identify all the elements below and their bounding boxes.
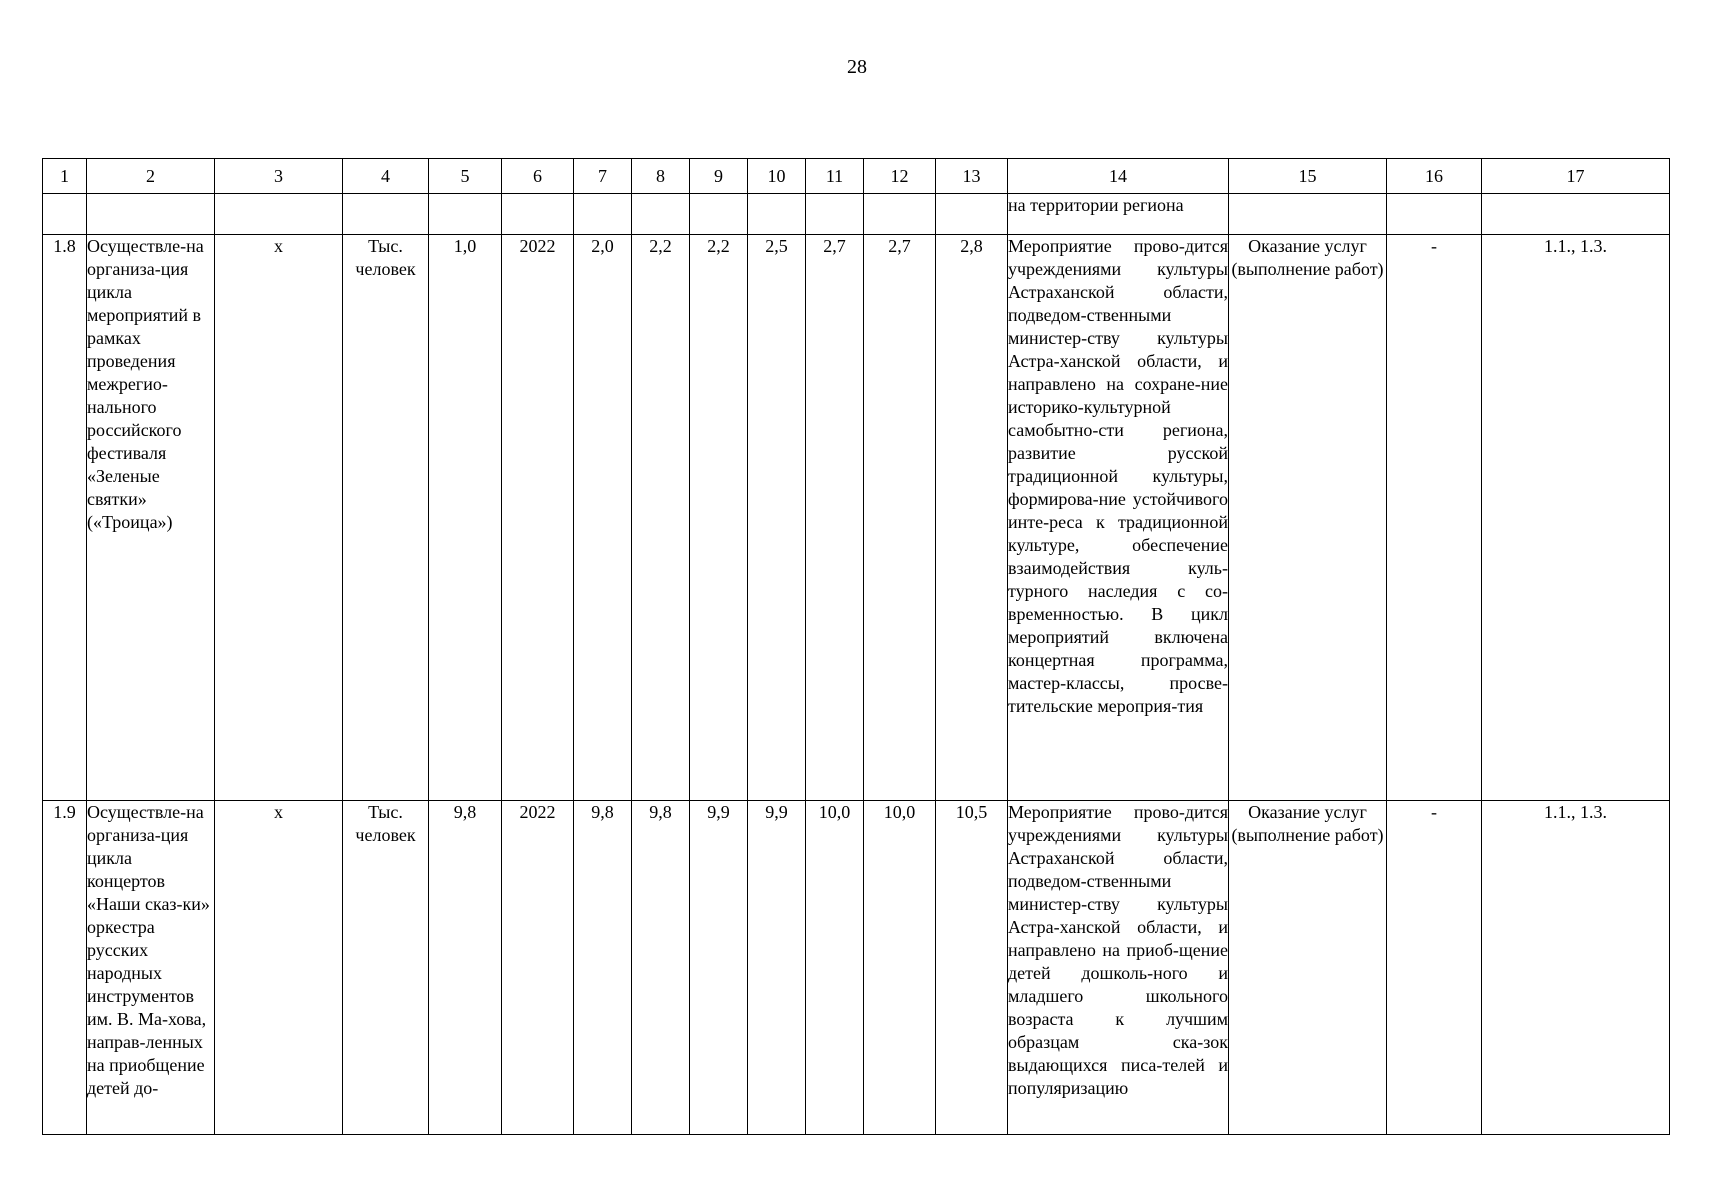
header-row	[43, 159, 1670, 194]
empty-cell	[43, 194, 87, 235]
base-value: 9,8	[429, 801, 502, 1135]
measures-table	[42, 158, 1670, 1135]
column-number: 14	[1008, 159, 1229, 194]
measure-type: Оказание услуг (выполнение работ)	[1229, 235, 1387, 801]
table-row	[43, 801, 1670, 1135]
column-number: 2	[87, 159, 215, 194]
year-value: 2,2	[632, 235, 690, 801]
related-indicators: 1.1., 1.3.	[1482, 235, 1670, 801]
column-number: 3	[215, 159, 343, 194]
year-value: 2,0	[574, 235, 632, 801]
related-indicators: 1.1., 1.3.	[1482, 801, 1670, 1135]
year-value: 9,9	[748, 801, 806, 1135]
column-16-value: -	[1387, 235, 1482, 801]
year-value: 2,7	[864, 235, 936, 801]
empty-cell	[632, 194, 690, 235]
unit: Тыс. человек	[343, 235, 429, 801]
year-value: 9,8	[632, 801, 690, 1135]
empty-cell	[502, 194, 574, 235]
empty-cell	[748, 194, 806, 235]
column-number: 6	[502, 159, 574, 194]
year-value: 2,2	[690, 235, 748, 801]
year-value: 10,0	[864, 801, 936, 1135]
measure-type: Оказание услуг (выполнение работ)	[1229, 801, 1387, 1135]
column-3-value: х	[215, 801, 343, 1135]
page-number: 28	[847, 56, 867, 78]
column-number: 4	[343, 159, 429, 194]
year-value: 10,5	[936, 801, 1008, 1135]
row-number: 1.9	[43, 801, 87, 1135]
year-value: 2,5	[748, 235, 806, 801]
column-16-value: -	[1387, 801, 1482, 1135]
base-value: 1,0	[429, 235, 502, 801]
empty-cell	[343, 194, 429, 235]
column-number: 7	[574, 159, 632, 194]
empty-cell	[215, 194, 343, 235]
year-value: 2,8	[936, 235, 1008, 801]
empty-cell	[87, 194, 215, 235]
base-year: 2022	[502, 801, 574, 1135]
column-number: 5	[429, 159, 502, 194]
measure-description: Мероприятие прово-дится учреждениями культуры Астраханской области, подведом-ственными министер-ству культуры Астра-ханской области, и направлено на приоб-щение детей дошколь-ного и младшего школьного возраста к лучшим образцам ска-зок выдающихся писа-телей и популяризацию	[1008, 801, 1229, 1135]
column-number: 1	[43, 159, 87, 194]
measure-name: Осуществле-на организа-ция цикла концертов «Наши сказ-ки» оркестра русских народных инструментов им. В. Ма-хова, направ-ленных на приобщение детей до-	[87, 801, 215, 1135]
table-row	[43, 235, 1670, 801]
year-value: 9,9	[690, 801, 748, 1135]
empty-cell	[429, 194, 502, 235]
empty-cell	[806, 194, 864, 235]
column-number: 17	[1482, 159, 1670, 194]
column-number: 11	[806, 159, 864, 194]
continuation-row	[43, 194, 1670, 235]
empty-cell	[864, 194, 936, 235]
base-year: 2022	[502, 235, 574, 801]
column-number: 13	[936, 159, 1008, 194]
column-number: 15	[1229, 159, 1387, 194]
empty-cell	[574, 194, 632, 235]
column-number: 9	[690, 159, 748, 194]
measure-description: Мероприятие прово-дится учреждениями культуры Астраханской области, подведом-ственными министер-ству культуры Астра-ханской области, и направлено на сохране-ние историко-культурной самобытно-сти региона, развитие русской традиционной культуры, формирова-ние устойчивого инте-реса к традиционной культуре, обеспечение взаимодействия куль-турного наследия с со-временностью. В цикл мероприятий включена концертная программа, мастер-классы, просве-тительские мероприя-тия	[1008, 235, 1229, 801]
empty-cell	[1482, 194, 1670, 235]
column-3-value: х	[215, 235, 343, 801]
year-value: 2,7	[806, 235, 864, 801]
column-number: 12	[864, 159, 936, 194]
unit: Тыс. человек	[343, 801, 429, 1135]
empty-cell	[690, 194, 748, 235]
empty-cell	[936, 194, 1008, 235]
row-number: 1.8	[43, 235, 87, 801]
continuation-text: на территории региона	[1008, 194, 1229, 235]
column-number: 10	[748, 159, 806, 194]
column-number: 16	[1387, 159, 1482, 194]
column-number: 8	[632, 159, 690, 194]
measure-name: Осуществле-на организа-ция цикла мероприятий в рамках проведения межрегио-нального российского фестиваля «Зеленые святки» («Троица»)	[87, 235, 215, 801]
year-value: 9,8	[574, 801, 632, 1135]
year-value: 10,0	[806, 801, 864, 1135]
empty-cell	[1229, 194, 1387, 235]
empty-cell	[1387, 194, 1482, 235]
